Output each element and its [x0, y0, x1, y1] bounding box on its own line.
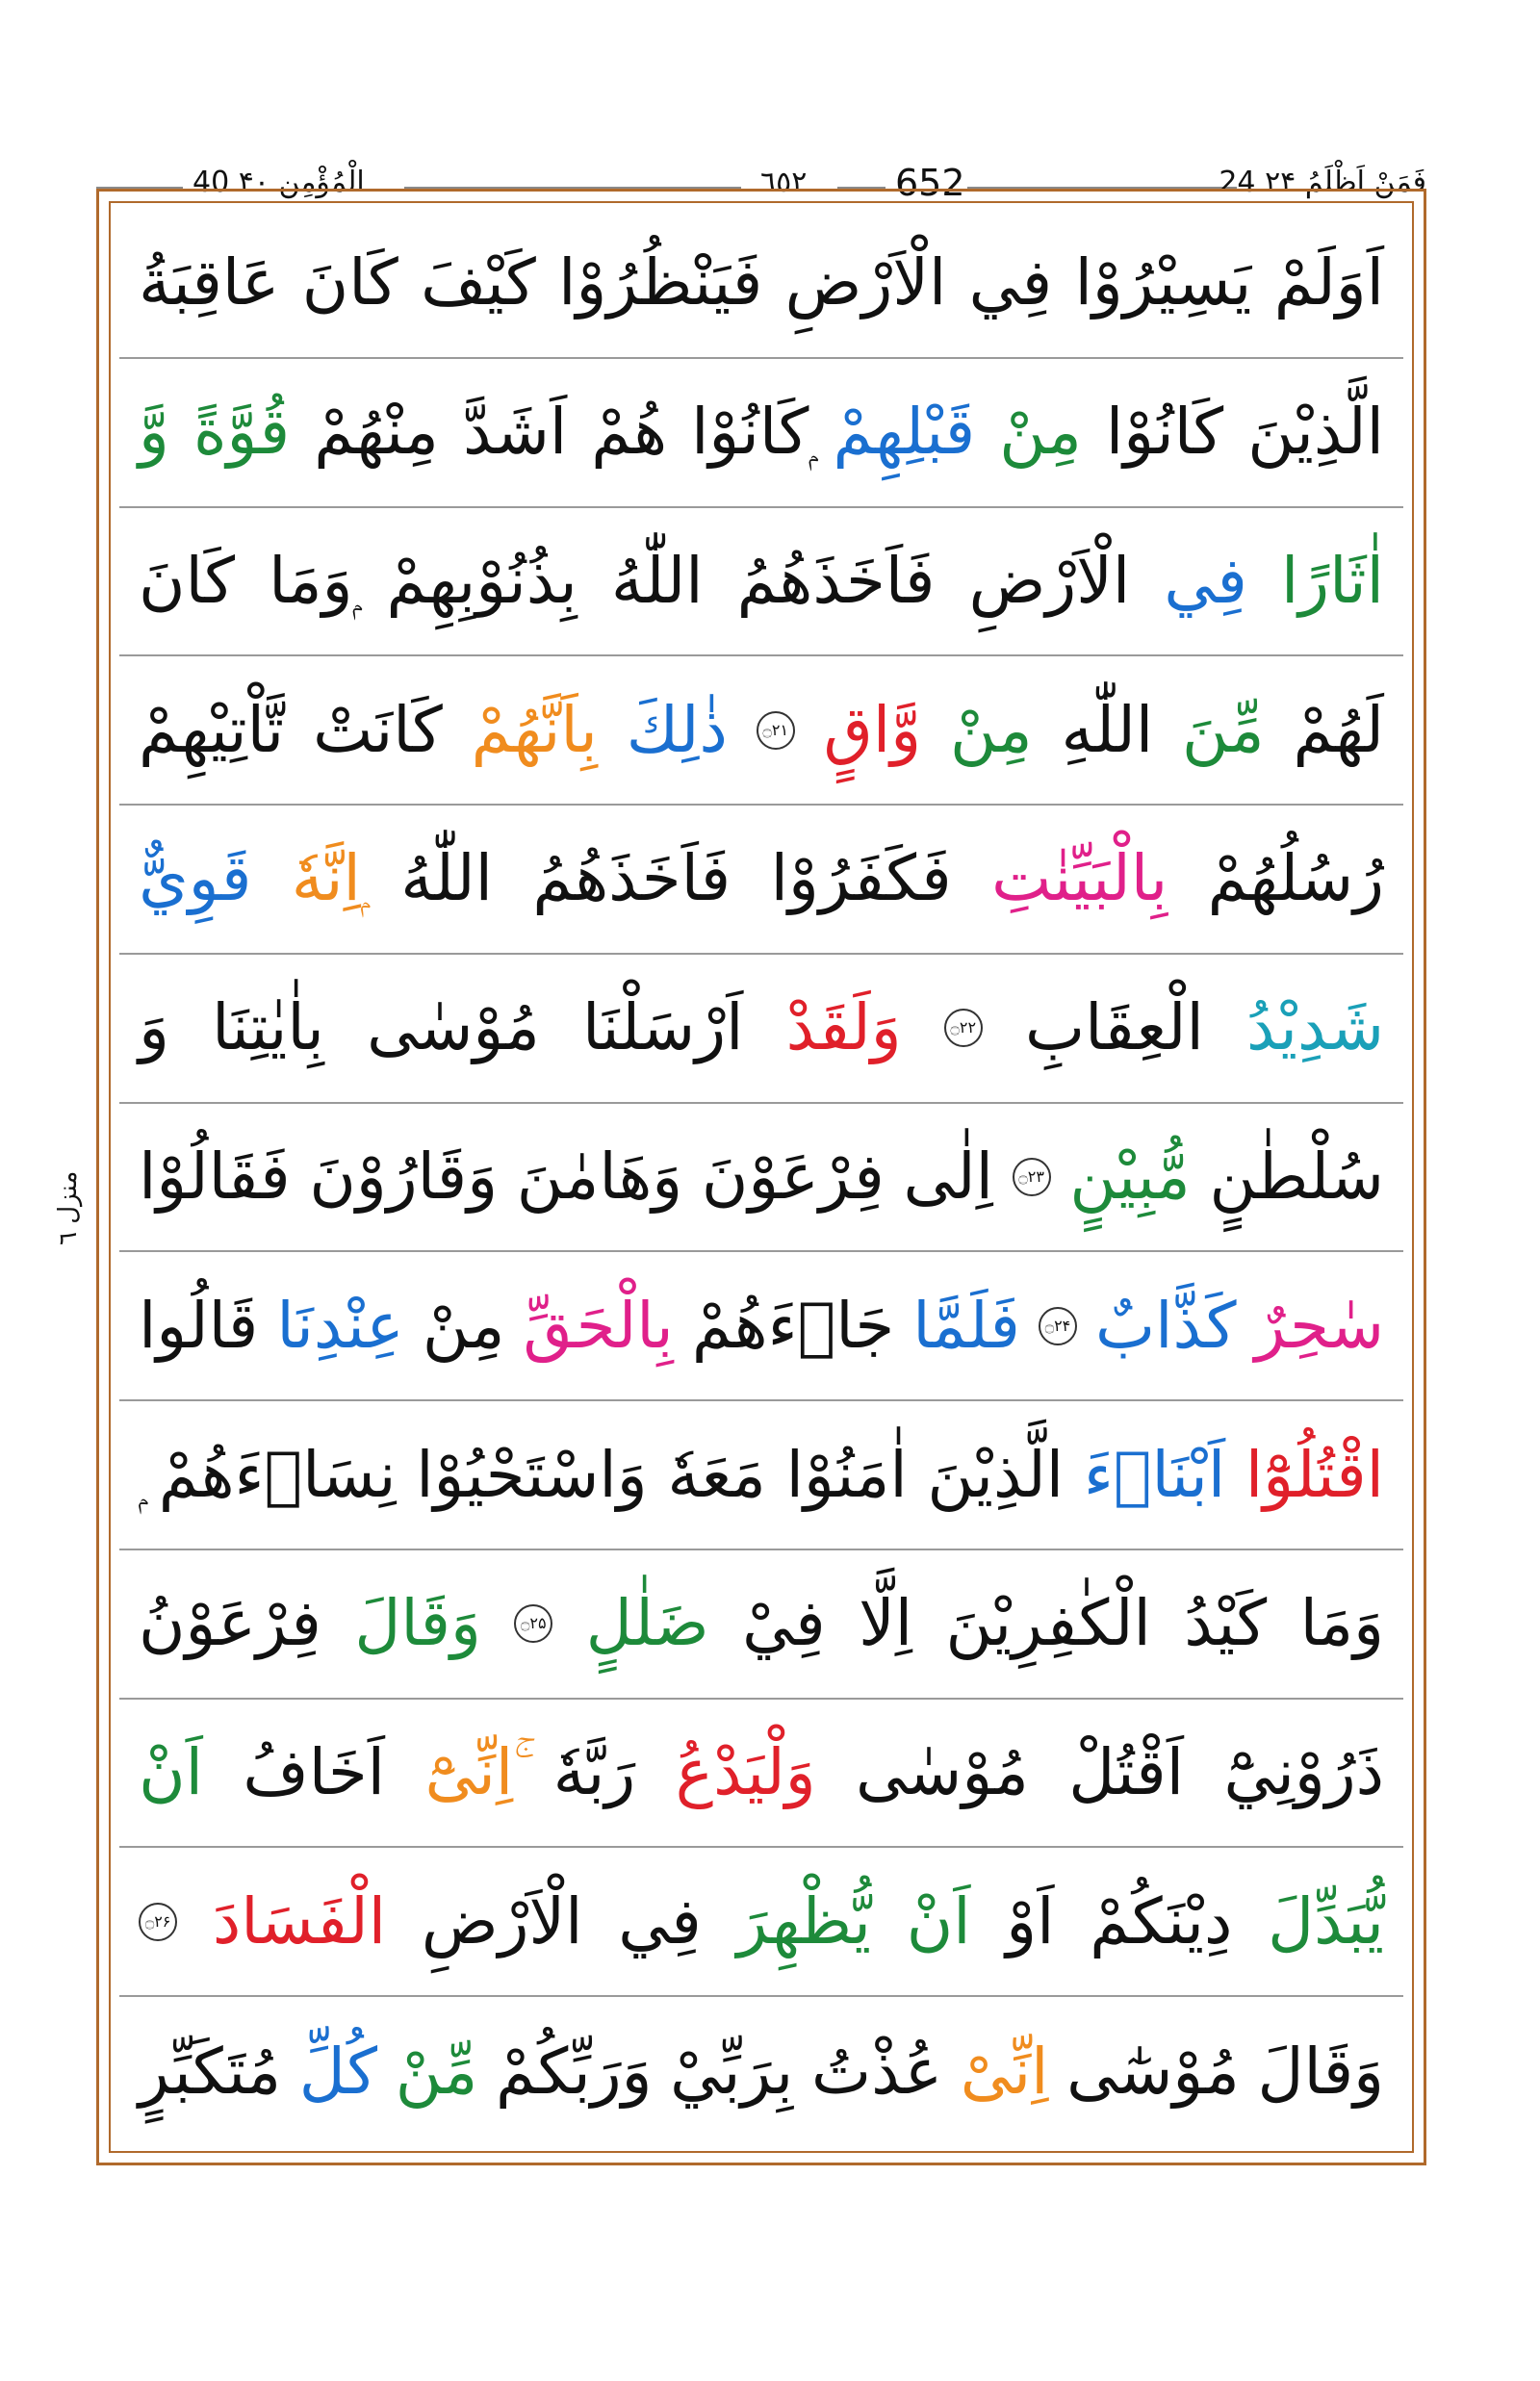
text-line	[119, 1252, 1403, 1401]
page-number: 652	[895, 162, 965, 204]
text-line	[119, 1104, 1403, 1253]
word: اقْتُلُوْٓا	[1245, 1437, 1384, 1512]
word: رُسُلُهُمْ	[1207, 841, 1384, 916]
text-line	[119, 1700, 1403, 1849]
word: ذٰلِكَ	[626, 692, 728, 767]
word: اللّٰهُ	[400, 841, 493, 916]
word: وَّاقٍ	[823, 692, 922, 767]
word: مُوْسٰى	[856, 1735, 1029, 1810]
word: مِنْ	[949, 692, 1033, 767]
word: قَبْلِهِمْ	[833, 395, 976, 470]
word: كَانَتْ	[313, 692, 443, 767]
word: مُّبِيْنٍ	[1069, 1139, 1191, 1214]
word: يُّبَدِّلَ	[1268, 1883, 1384, 1959]
word: وَ	[139, 990, 169, 1065]
word: بِرَبِّيْ	[670, 2034, 794, 2109]
word: ۭاِنَّهٗ	[291, 841, 361, 916]
word: اَنْ	[906, 1883, 971, 1959]
word: نِسَاۗءَهُمْ	[158, 1437, 397, 1512]
verse-end-marker: ۝۲۲	[944, 1009, 983, 1047]
word: مِّنْ	[395, 2034, 478, 2109]
word: مِنْهُمْ	[314, 395, 439, 470]
word: الْفَسَادَ	[212, 1883, 387, 1959]
word: فَلَمَّا	[912, 1288, 1020, 1363]
word: اِنِّىْ	[960, 2034, 1049, 2109]
text-line	[119, 656, 1403, 806]
text-line	[119, 955, 1403, 1104]
verse-end-marker: ۝۲۶	[139, 1903, 177, 1941]
word: مُتَكَبِّرٍ	[139, 2034, 282, 2109]
word: اللّٰهِ	[1061, 692, 1154, 767]
word: كَيْفَ	[421, 245, 536, 320]
word: كَانَ	[301, 245, 398, 320]
word: اَرْسَلْنَا	[582, 990, 744, 1065]
verse-end-marker: ۝۲۴	[1039, 1307, 1077, 1345]
word: مِنْ	[999, 395, 1082, 470]
word: بِاٰيٰتِنَا	[212, 990, 324, 1065]
word: اِلٰى	[903, 1139, 993, 1214]
word: فَكَفَرُوْا	[770, 841, 952, 916]
text-line	[119, 508, 1403, 657]
word: وَقَارُوْنَ	[309, 1139, 499, 1214]
word: شَدِيْدُ	[1246, 990, 1384, 1065]
word: فِي	[968, 245, 1053, 320]
text-line	[119, 210, 1403, 359]
word: بِالْبَيِّنٰتِ	[991, 841, 1168, 916]
word: عِنْدِنَا	[276, 1288, 404, 1363]
word: مُوْسٰى	[367, 990, 540, 1065]
word: الْعِقَابِ	[1024, 990, 1204, 1065]
verse-end-marker: ۝۲۳	[1013, 1158, 1051, 1196]
word: ذَرُوْنِيْٓ	[1223, 1735, 1384, 1810]
word: كَانَ	[139, 543, 236, 618]
word: ۭكَانُوْا	[691, 395, 809, 470]
text-line	[119, 1550, 1403, 1700]
word: اَنْ	[139, 1735, 203, 1810]
word: فَقَالُوْا	[139, 1139, 291, 1214]
word: فِيْ	[742, 1586, 826, 1661]
word: ۭوَمَا	[269, 543, 353, 618]
word: كَانُوْا	[1105, 395, 1224, 470]
verse-end-marker: ۝۲۵	[514, 1604, 552, 1643]
word: قُوَّةً	[192, 395, 291, 470]
word: اَقْتُلْ	[1068, 1735, 1185, 1810]
word: الْاَرْضِ	[968, 543, 1131, 618]
page-number-arabic: ٦٥٢	[760, 166, 808, 199]
surah-title: 40 الْمُؤْمِن ۴۰	[192, 166, 365, 199]
word: اَشَدَّ	[462, 395, 568, 470]
word: اَبْنَاۗءَ	[1083, 1437, 1226, 1512]
word: يُّظْهِرَ	[736, 1883, 871, 1959]
word: مَعَهٗ	[667, 1437, 766, 1512]
word: جَاۗءَهُمْ	[691, 1288, 895, 1363]
word: فِي	[1164, 543, 1247, 618]
word: الْاَرْضِ	[421, 1883, 583, 1959]
word: اَخَافُ	[243, 1735, 386, 1810]
manzil-marker: منزل ٦	[54, 1170, 83, 1245]
word: اللّٰهُ	[610, 543, 704, 618]
text-line	[119, 1848, 1403, 1997]
word: اٰمَنُوْا	[785, 1437, 908, 1512]
text-line	[119, 806, 1403, 955]
text-line	[119, 1401, 1403, 1550]
word: فَاَخَذَهُمُ	[736, 543, 936, 618]
word: وَلَقَدْ	[785, 990, 902, 1065]
text-line	[119, 359, 1403, 508]
word: وَقَالَ	[354, 1586, 481, 1661]
word: لَهُمْ	[1293, 692, 1384, 767]
word: كُلِّ	[298, 2034, 378, 2109]
word: سٰحِرٌ	[1254, 1288, 1384, 1363]
word: مِّنَ	[1182, 692, 1265, 767]
word: مُوْسٰٓى	[1066, 2034, 1240, 2109]
word: فَاَخَذَهُمُ	[532, 841, 732, 916]
word: الْكٰفِرِيْنَ	[945, 1586, 1151, 1661]
word: فَيَنْظُرُوْا	[558, 245, 763, 320]
word: وَمَا	[1299, 1586, 1384, 1661]
word: اِلَّا	[859, 1586, 913, 1661]
word: رَبَّهٗ	[552, 1735, 636, 1810]
word: اٰثَارًا	[1280, 543, 1384, 618]
word: فِي	[618, 1883, 702, 1959]
word: مِنْ	[422, 1288, 505, 1363]
word: يَسِيْرُوْا	[1074, 245, 1252, 320]
word: الْاَرْضِ	[784, 245, 947, 320]
word: فِرْعَوْنَ	[701, 1139, 885, 1214]
word: عُذْتُ	[810, 2034, 943, 2109]
word: عَاقِبَةُ	[139, 245, 280, 320]
word: دِيْنَكُمْ	[1090, 1883, 1233, 1959]
word: هُمْ	[591, 395, 668, 470]
word: الَّذِيْنَ	[1247, 395, 1384, 470]
word: بِالْحَقِّ	[523, 1288, 674, 1363]
word: وَرَبِّكُمْ	[495, 2034, 653, 2109]
text-body	[119, 210, 1403, 2146]
word: وَاسْتَحْيُوْا	[416, 1437, 648, 1512]
word: كَذَّابٌ	[1095, 1288, 1237, 1363]
word: وَهَامٰنَ	[516, 1139, 683, 1214]
word: وَّ	[139, 395, 169, 470]
word: وَقَالَ	[1257, 2034, 1384, 2109]
word: فِرْعَوْنُ	[139, 1586, 321, 1661]
word: بِاَنَّهُمْ	[471, 692, 598, 767]
word: كَيْدُ	[1184, 1586, 1268, 1661]
juz-title: 24 فَمَنْ اَظْلَمُ ۲۴	[1219, 166, 1426, 199]
word: قَالُوا	[139, 1288, 259, 1363]
word: بِذُنُوْبِهِمْ	[386, 543, 578, 618]
word: اَوَلَمْ	[1273, 245, 1384, 320]
word: وَلْيَدْعُ	[675, 1735, 816, 1810]
word: قَوِيٌّ	[139, 841, 252, 916]
text-line	[119, 1997, 1403, 2146]
word: اَوْ	[1006, 1883, 1055, 1959]
word: ۚاِنِّىْٓ	[424, 1735, 514, 1810]
word: ضَلٰلٍ	[585, 1586, 709, 1661]
word: الَّذِيْنَ	[927, 1437, 1065, 1512]
word: سُلْطٰنٍ	[1209, 1139, 1384, 1214]
verse-end-marker: ۝۲۱	[757, 711, 795, 750]
word: تَّاْتِيْهِمْ	[139, 692, 285, 767]
